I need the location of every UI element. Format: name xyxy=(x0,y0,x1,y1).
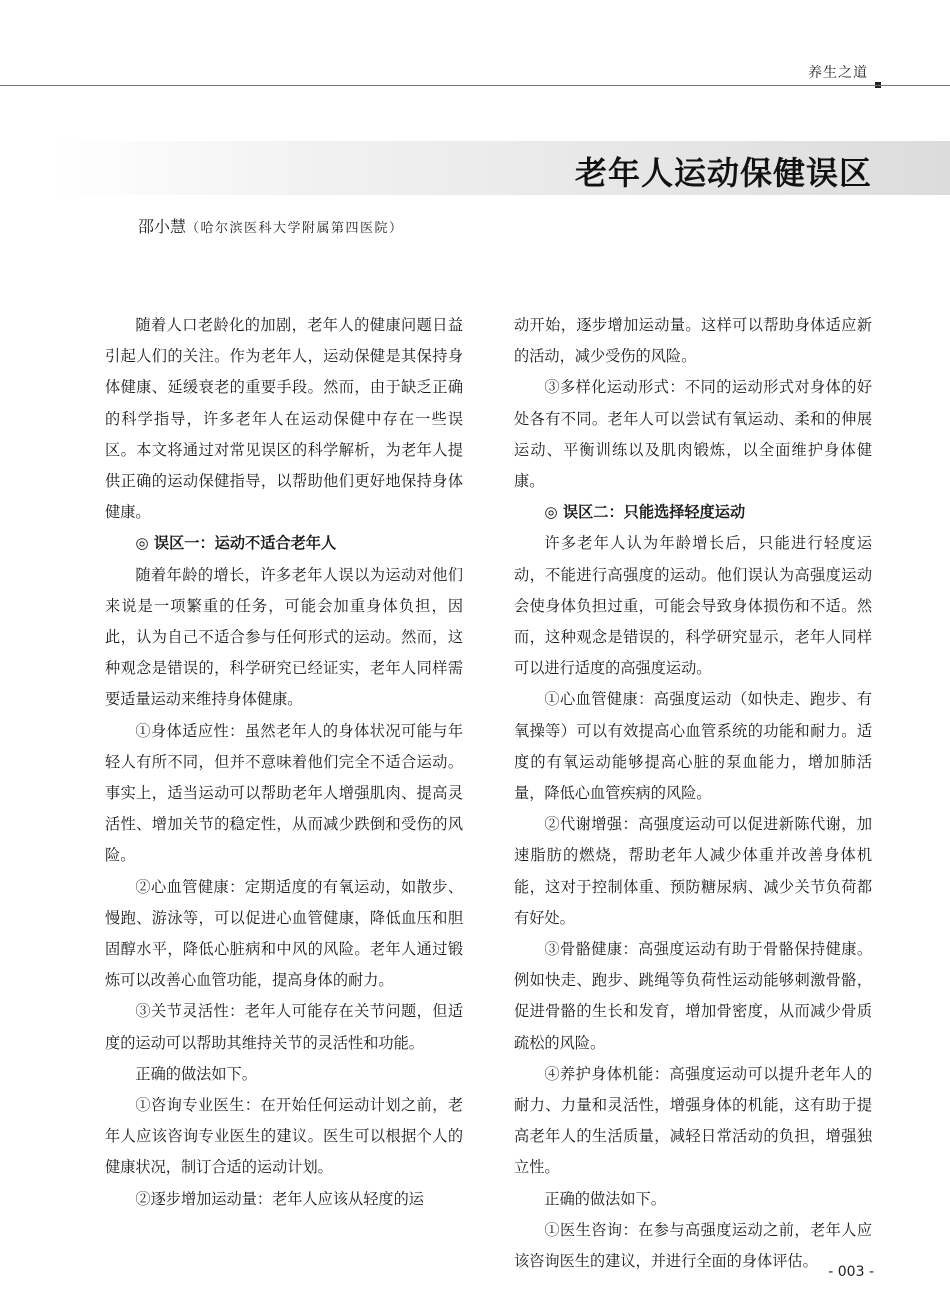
header-rule xyxy=(0,85,950,86)
author-name: 邵小慧 xyxy=(138,217,187,236)
byline xyxy=(138,214,404,237)
paragraph: ①心血管健康：高强度运动（如快走、跑步、有氧操等）可以有效提高心血管系统的功能和耐力。适度的有氧运动能够提高心脏的泵血能力，增加肺活量，降低心血管疾病的风险。 xyxy=(514,690,872,803)
left-column xyxy=(105,310,463,1215)
paragraph: ③关节灵活性：老年人可能存在关节问题，但适度的运动可以帮助其维持关节的灵活性和功能。 xyxy=(105,1002,463,1052)
paragraph: ②逐步增加运动量：老年人应该从轻度的运 xyxy=(135,1189,424,1208)
paragraph: ①身体适应性：虽然老年人的身体状况可能与年轻人有所不同，但并不意味着他们完全不适合运动。事实上，适当运动可以帮助老年人增强肌肉、提高灵活性、增加关节的稳定性，从而减少跌倒和受伤的风险。 xyxy=(105,721,463,865)
right-column xyxy=(514,310,872,1277)
paragraph: ①医生咨询：在参与高强度运动之前，老年人应该咨询医生的建议，并进行全面的身体评估。 xyxy=(514,1220,872,1271)
paragraph: ③多样化运动形式：不同的运动形式对身体的好处各有不同。老年人可以尝试有氧运动、柔和的伸展运动、平衡训练以及肌肉锻炼，以全面维护身体健康。 xyxy=(514,378,872,491)
paragraph: 正确的做法如下。 xyxy=(135,1064,257,1083)
paragraph: 正确的做法如下。 xyxy=(544,1189,666,1208)
section-heading-myth-2: ◎ 误区二：只能选择轻度运动 xyxy=(544,503,746,522)
paragraph: ②心血管健康：定期适度的有氧运动，如散步、慢跑、游泳等，可以促进心血管健康，降低血压和胆固醇水平，降低心脏病和中风的风险。老年人通过锻炼可以改善心血管功能，提高身体的耐力。 xyxy=(105,877,463,990)
paragraph: 许多老年人认为年龄增长后，只能进行轻度运动，不能进行高强度的运动。他们误认为高强度运动会使身体负担过重，可能会导致身体损伤和不适。然而，这种观念是错误的，科学研究显示，老年人同样可以进行适度的高强度运动。 xyxy=(514,534,872,678)
intro-paragraph: 随着人口老龄化的加剧，老年人的健康问题日益引起人们的关注。作为老年人，运动保健是其保持身体健康、延缓衰老的重要手段。然而，由于缺乏正确的科学指导，许多老年人在运动保健中存在一些误区。本文将通过对常见误区的科学解析，为老年人提供正确的运动保健指导，以帮助他们更好地保持身体健康。 xyxy=(105,316,463,522)
paragraph: ②代谢增强：高强度运动可以促进新陈代谢，加速脂肪的燃烧，帮助老年人减少体重并改善身体机能，这对于控制体重、预防糖尿病、减少关节负荷都有好处。 xyxy=(514,815,872,927)
page-number: - 003 - xyxy=(828,1264,874,1280)
paragraph: ③骨骼健康：高强度运动有助于骨骼保持健康。例如快走、跑步、跳绳等负荷性运动能够刺激骨骼，促进骨骼的生长和发育，增加骨密度，从而减少骨质疏松的风险。 xyxy=(514,940,872,1052)
continued-paragraph: 动开始，逐步增加运动量。这样可以帮助身体适应新的活动，减少受伤的风险。 xyxy=(514,316,872,366)
section-label: 养生之道 xyxy=(808,65,868,81)
article-title: 老年人运动保健误区 xyxy=(574,154,872,192)
paragraph: ①咨询专业医生：在开始任何运动计划之前，老年人应该咨询专业医生的建议。医生可以根据个人的健康状况，制订合适的运动计划。 xyxy=(105,1096,463,1177)
section-heading-myth-1: ◎ 误区一：运动不适合老年人 xyxy=(135,534,337,553)
paragraph: 随着年龄的增长，许多老年人误以为运动对他们来说是一项繁重的任务，可能会加重身体负担，因此，认为自己不适合参与任何形式的运动。然而，这种观念是错误的，科学研究已经证实，老年人同样需要适量运动来维持身体健康。 xyxy=(105,565,463,709)
paragraph: ④养护身体机能：高强度运动可以提升老年人的耐力、力量和灵活性，增强身体的机能，这有助于提高老年人的生活质量，减轻日常活动的负担，增强独立性。 xyxy=(514,1064,872,1177)
author-affiliation: （哈尔滨医科大学附属第四医院） xyxy=(186,221,404,236)
